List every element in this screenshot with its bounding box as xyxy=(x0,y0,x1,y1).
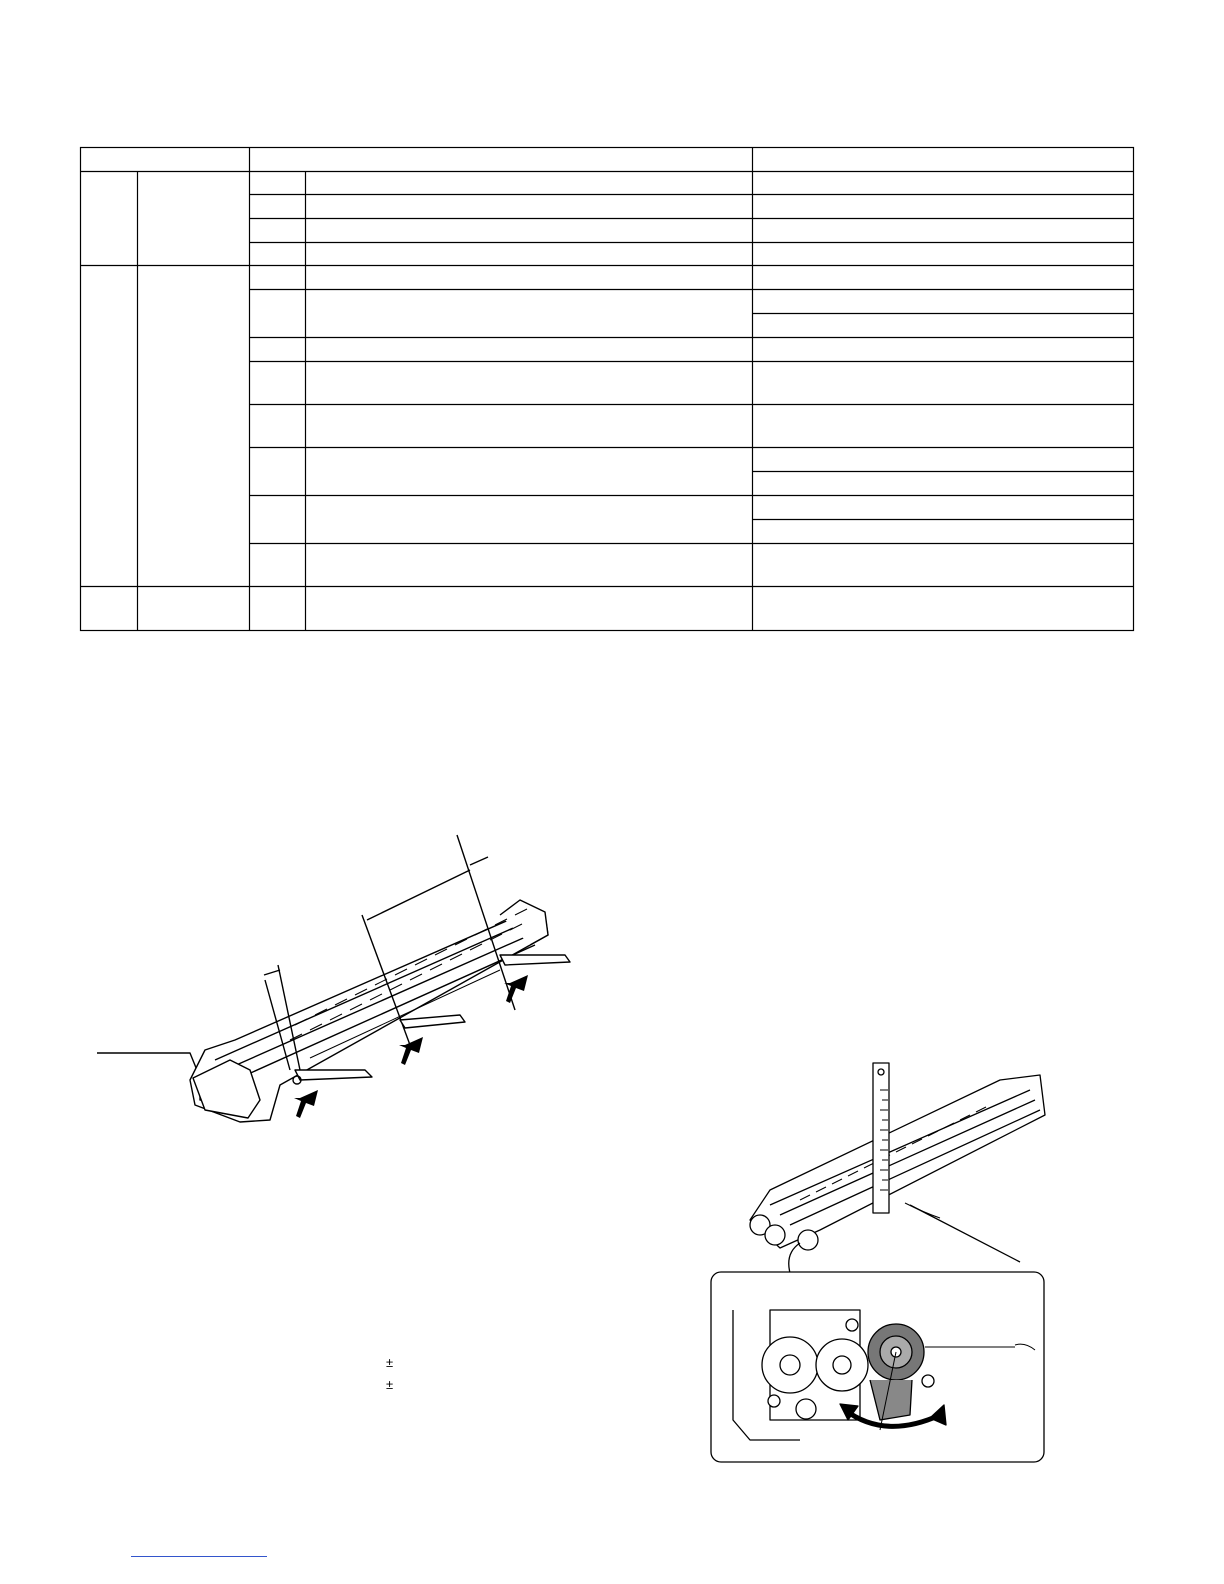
roller-left xyxy=(762,1337,818,1393)
leader-line xyxy=(910,1205,1020,1262)
plus-minus-symbol: ± xyxy=(386,1355,394,1370)
plus-minus-symbol: ± xyxy=(386,1377,394,1392)
gauge-left xyxy=(295,1070,372,1080)
charger-unit-shutter-gauge-figure xyxy=(90,825,590,1125)
maintenance-table xyxy=(0,0,1224,640)
leader-line xyxy=(97,1053,203,1085)
developer-unit-ruler-figure xyxy=(700,1055,1080,1465)
roller-middle xyxy=(816,1339,868,1391)
footer-link[interactable] xyxy=(131,1556,267,1557)
gauge-middle xyxy=(400,1015,465,1028)
gauge-right xyxy=(500,955,570,965)
